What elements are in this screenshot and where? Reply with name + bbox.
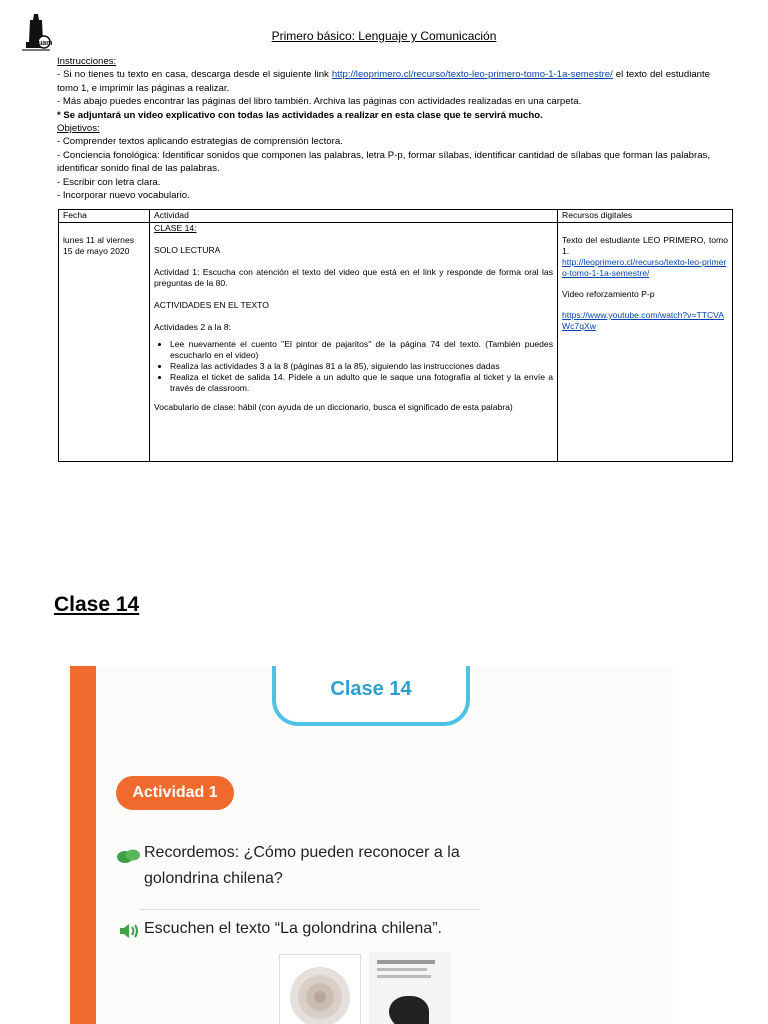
- instructions-line-2: - Más abajo puedes encontrar las páginas del libro también. Archiva las páginas con actividades realizadas en una carpeta.: [57, 96, 582, 108]
- activity-vocab: Vocabulario de clase: hábil (con ayuda de un diccionario, busca el significado de esta palabra): [154, 402, 513, 412]
- speech-bubbles-icon: [116, 848, 140, 864]
- textbook-page-image: [70, 666, 673, 1024]
- activity-1: Actividad 1: Escucha con atención el texto del video que está en el link y responde de forma oral las preguntas de la 80.: [154, 267, 553, 288]
- resource-text: Texto del estudiante LEO PRIMERO, tomo 1.: [562, 235, 728, 256]
- section-heading: Clase 14: [54, 593, 140, 616]
- list-item: • Realiza el ticket de salida 14. Pídele a un adulto que le saque una fotografía al ticket y la envíe a través de classroom.: [170, 372, 553, 394]
- objective-item: - Comprender textos aplicando estrategias de comprensión lectora.: [57, 136, 343, 148]
- table-header-row: [59, 210, 733, 223]
- instructions-heading: Instrucciones:: [57, 56, 117, 67]
- resources-cell: [558, 223, 733, 462]
- textbook-link[interactable]: http://leoprimero.cl/recurso/texto-leo-primero-tomo-1-1a-semestre/: [331, 69, 613, 81]
- book-cover-thumbnail: [369, 952, 451, 1024]
- activity-list: [154, 339, 553, 394]
- date-cell: lunes 11 al viernes 15 de mayo 2020: [59, 223, 150, 462]
- activity-en-texto: ACTIVIDADES EN EL TEXTO: [154, 300, 269, 310]
- clase-badge: [272, 666, 470, 726]
- instructions-line-3: * Se adjuntará un video explicativo con todas las actividades a realizar en esta clase que te servirá mucho.: [57, 109, 543, 121]
- column-header-fecha: Fecha: [59, 210, 150, 223]
- resource-textbook-link[interactable]: http://leoprimero.cl/recurso/texto-leo-primero-tomo-1-1a-semestre/: [562, 257, 727, 278]
- column-header-actividad: Actividad: [150, 210, 558, 223]
- instructions-block: [57, 55, 710, 202]
- bird-icon: [389, 996, 429, 1024]
- actividad-pill: Actividad 1: [116, 776, 234, 810]
- clase-badge-label: Clase 14: [330, 678, 412, 700]
- objective-item: - Incorporar nuevo vocabulario.: [57, 190, 190, 202]
- activity-clase: CLASE 14:: [154, 223, 197, 233]
- resource-video-label: Video reforzamiento P-p: [562, 289, 655, 299]
- objectives-heading: Objetivos:: [57, 123, 100, 135]
- qr-pattern-thumbnail: [279, 954, 361, 1024]
- question-line-1: Recordemos: ¿Cómo pueden reconocer a la: [144, 844, 460, 861]
- objective-item: - Conciencia fonológica: Identificar sonidos que componen las palabras, letra P-p, formar sílabas, identificar cantidad de sílabas que forman las palabras, identificar sonido final de las palabras.: [57, 149, 710, 175]
- speaker-icon: [118, 922, 140, 940]
- list-item: • Lee nuevamente el cuento "El pintor de pajaritos" de la página 74 del texto. (También puedes escucharlo en el video): [170, 339, 553, 361]
- activity-solo-lectura: SOLO LECTURA: [154, 245, 221, 255]
- table-row: [59, 223, 733, 462]
- svg-text:uam: uam: [38, 40, 53, 47]
- listen-instruction: Escuchen el texto “La golondrina chilena”.: [144, 920, 442, 937]
- instructions-line-1: - Si no tienes tu texto en casa, descarga desde el siguiente link http://leoprimero.cl/recurso/texto-leo-primero-tomo-1-1a-semestre/ el texto del estudiante tomo 1, e imprimir las páginas a realizar.: [57, 69, 710, 94]
- page-edge-stripe: [70, 666, 96, 1024]
- activity-range: Actividades 2 a la 8:: [154, 322, 231, 332]
- list-item: • Realiza las actividades 3 a la 8 (páginas 81 a la 85), siguiendo las instrucciones dadas: [170, 361, 553, 372]
- lesson-plan-table: [58, 209, 733, 462]
- column-header-recursos: Recursos digitales: [558, 210, 733, 223]
- resource-video-link[interactable]: https://www.youtube.com/watch?v=TTCVAWc7qXw: [562, 310, 724, 331]
- question-line-2: golondrina chilena?: [144, 870, 283, 887]
- activity-cell: [150, 223, 558, 462]
- dotted-divider: [140, 909, 480, 910]
- objective-item: - Escribir con letra clara.: [57, 176, 161, 188]
- page-title: Primero básico: Lenguaje y Comunicación: [271, 29, 497, 43]
